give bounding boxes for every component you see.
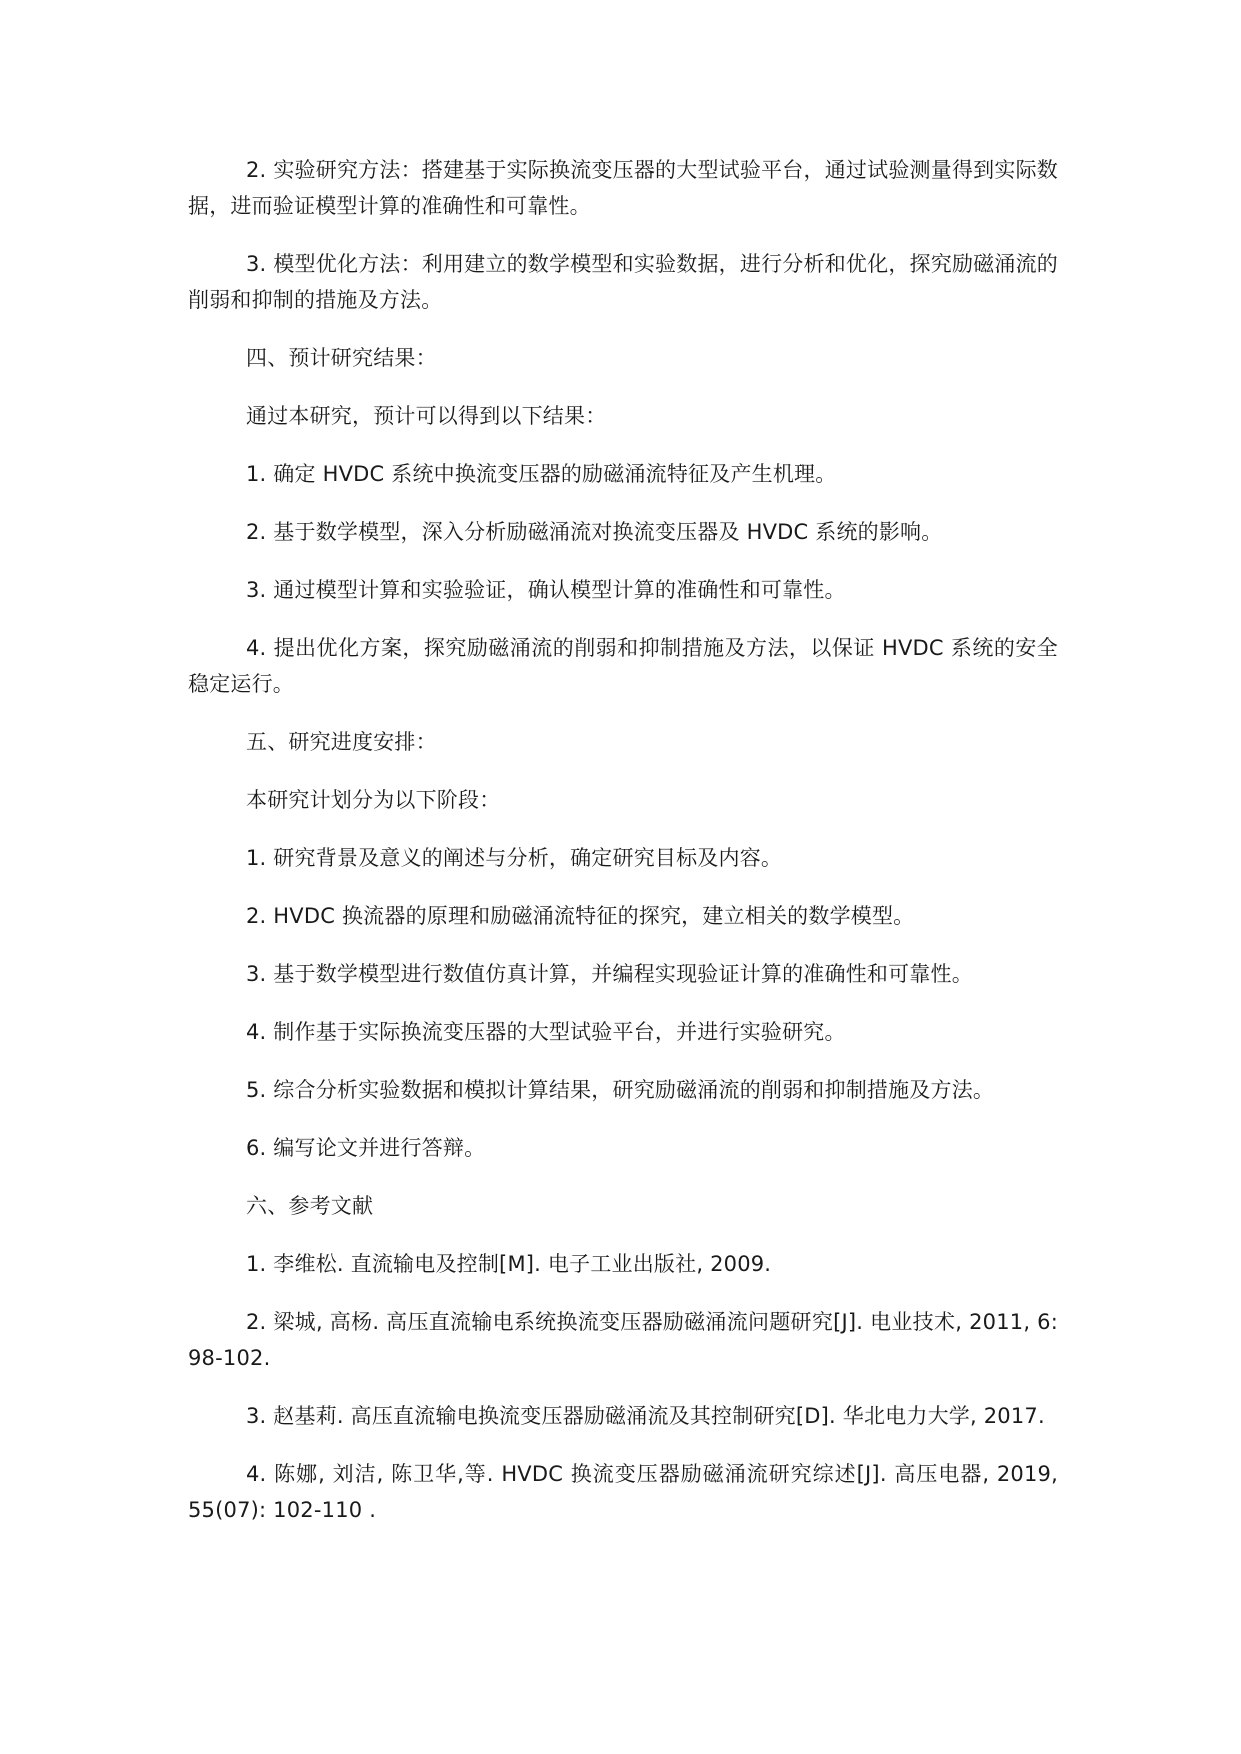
paragraph-method-2: 2. 实验研究方法：搭建基于实际换流变压器的大型试验平台，通过试验测量得到实际数据，进而验证模型计算的准确性和可靠性。 [188,158,1058,218]
reference-1: 1. 李维松. 直流输电及控制[M]. 电子工业出版社, 2009. [246,1252,772,1276]
paragraph-results-intro: 通过本研究，预计可以得到以下结果： [246,404,607,428]
paragraph-stage-2: 2. HVDC 换流器的原理和励磁涌流特征的探究，建立相关的数学模型。 [246,904,915,928]
paragraph-schedule-intro: 本研究计划分为以下阶段： [246,788,501,812]
reference-4: 4. 陈娜, 刘洁, 陈卫华,等. HVDC 换流变压器励磁涌流研究综述[J]. 高压电器, 2019, 55(07): 102-110 . [188,1462,1058,1522]
paragraph-stage-5: 5. 综合分析实验数据和模拟计算结果，研究励磁涌流的削弱和抑制措施及方法。 [246,1078,995,1102]
paragraph-stage-3: 3. 基于数学模型进行数值仿真计算，并编程实现验证计算的准确性和可靠性。 [246,962,973,986]
paragraph-stage-4: 4. 制作基于实际换流变压器的大型试验平台，并进行实验研究。 [246,1020,846,1044]
section-heading-expected-results: 四、预计研究结果： [246,346,437,370]
paragraph-result-4: 4. 提出优化方案，探究励磁涌流的削弱和抑制措施及方法，以保证 HVDC 系统的安全稳定运行。 [188,636,1058,696]
section-heading-schedule: 五、研究进度安排： [246,730,437,754]
reference-3: 3. 赵基莉. 高压直流输电换流变压器励磁涌流及其控制研究[D]. 华北电力大学, 2017. [246,1404,1045,1428]
paragraph-result-3: 3. 通过模型计算和实验验证，确认模型计算的准确性和可靠性。 [246,578,846,602]
paragraph-result-2: 2. 基于数学模型，深入分析励磁涌流对换流变压器及 HVDC 系统的影响。 [246,520,943,544]
reference-2: 2. 梁城, 高杨. 高压直流输电系统换流变压器励磁涌流问题研究[J]. 电业技术, 2011, 6: 98-102. [188,1310,1058,1370]
paragraph-method-3: 3. 模型优化方法：利用建立的数学模型和实验数据，进行分析和优化，探究励磁涌流的削弱和抑制的措施及方法。 [188,252,1058,312]
document-body [188,152,1058,1550]
paragraph-result-1: 1. 确定 HVDC 系统中换流变压器的励磁涌流特征及产生机理。 [246,462,837,486]
paragraph-stage-1: 1. 研究背景及意义的阐述与分析，确定研究目标及内容。 [246,846,783,870]
section-heading-references: 六、参考文献 [246,1194,374,1218]
paragraph-stage-6: 6. 编写论文并进行答辩。 [246,1136,486,1160]
